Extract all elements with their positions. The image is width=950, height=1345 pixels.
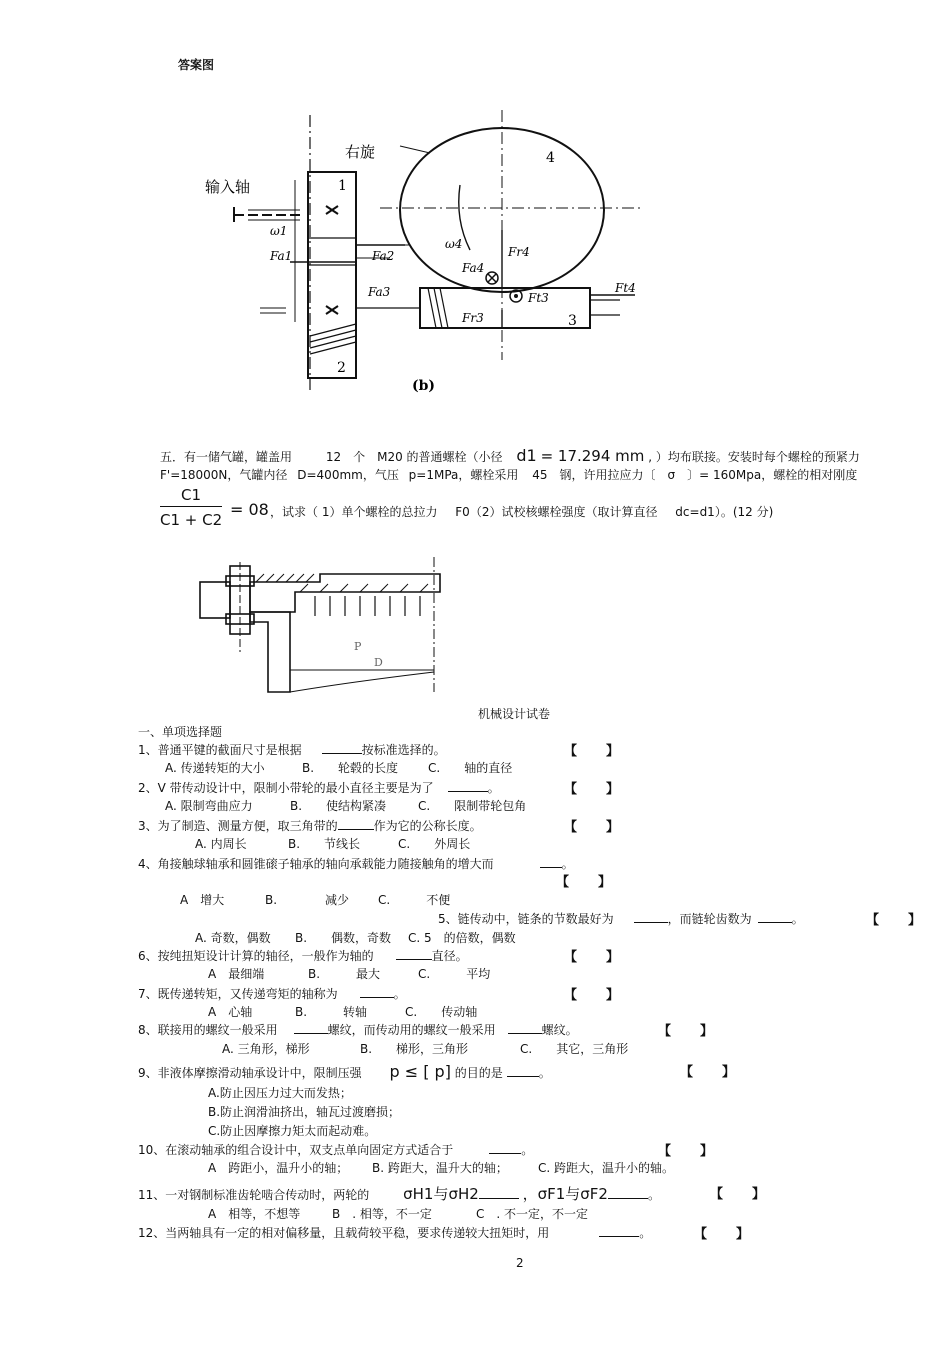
gear-worm-figure <box>190 110 690 430</box>
q5-text-3b: F0（2）试校核螺栓强度（取计算直径 <box>455 505 658 519</box>
q9-stem <box>138 1062 551 1081</box>
q3-option-a: A. 内周长 <box>195 837 247 851</box>
q11-sigma-f: ，σF1与σF2 <box>522 1185 608 1203</box>
q1-stem-text: 1、普通平键的截面尺寸是根据 <box>138 743 302 757</box>
q9-stem-tail2: 。 <box>538 1066 551 1080</box>
q8-option-a: A. 三角形，梯形 <box>222 1042 310 1056</box>
q5c-stem-tail: 。 <box>791 912 804 926</box>
omega-4-label: ω4 <box>445 237 463 251</box>
q8-answer-bracket[interactable]: 【 】 <box>658 1024 722 1039</box>
q12-stem <box>138 1224 651 1241</box>
q7-stem <box>138 985 406 1002</box>
q10-stem-text: 10、在滚动轴承的组合设计中，双支点单向固定方式适合于 <box>138 1143 454 1157</box>
fraction-value: = 08 <box>230 500 269 519</box>
q12-stem-tail: 。 <box>639 1226 652 1240</box>
q9-option-b: B.防止润滑油挤出，轴瓦过渡磨损； <box>208 1105 401 1119</box>
q6-stem-tail: 直径。 <box>431 949 468 963</box>
q9-answer-bracket[interactable]: 【 】 <box>680 1065 744 1080</box>
q8-stem-tail: 螺纹。 <box>541 1023 578 1037</box>
q5-text-2d: 45 钢，许用拉应力〔 σ 〕= 160Mpa，螺栓的相对刚度 <box>532 468 858 482</box>
diameter-label: D <box>374 656 383 669</box>
q11-stem-text: 11、一对钢制标准齿轮啮合传动时，两轮的 <box>138 1188 370 1202</box>
q10-option-c: C. 跨距大，温升小的轴。 <box>538 1161 675 1175</box>
q2-option-c: C. 限制带轮包角 <box>418 799 527 813</box>
q10-option-a: A 跨距小，温升小的轴； <box>208 1161 349 1175</box>
part-1-label: 1 <box>338 178 347 194</box>
force-fr3-label: Fr3 <box>462 311 484 325</box>
q3-stem-text: 3、为了制造、测量方便，取三角带的 <box>138 819 338 833</box>
q11-stem <box>138 1183 660 1204</box>
q2-option-a: A. 限制弯曲应力 <box>165 799 253 813</box>
q12-answer-bracket[interactable]: 【 】 <box>694 1227 758 1242</box>
q2-answer-bracket[interactable]: 【 】 <box>564 782 628 797</box>
q1-answer-bracket[interactable]: 【 】 <box>564 744 628 759</box>
q11-option-c: C . 不一定，不一定 <box>476 1207 589 1221</box>
pressure-label: P <box>354 640 362 653</box>
q11-stem-tail: 。 <box>647 1188 660 1202</box>
q1-stem-tail: 按标准选择的。 <box>361 743 446 757</box>
q6-option-c: C. 平均 <box>418 967 491 981</box>
q7-stem-text: 7、既传递转矩，又传递弯矩的轴称为 <box>138 987 338 1001</box>
section-title: 一、单项选择题 <box>138 725 223 739</box>
q10-stem <box>138 1141 533 1158</box>
q3-answer-bracket[interactable]: 【 】 <box>564 820 628 835</box>
q5-text-1a: 五．有一储气罐，罐盖用 <box>160 450 293 464</box>
q2-option-b: B. 使结构紧凑 <box>290 799 387 813</box>
q4-stem <box>138 855 574 872</box>
q1-option-b: B. 轮毂的长度 <box>302 761 399 775</box>
q7-stem-tail: 。 <box>393 987 406 1001</box>
force-ft3-label: Ft3 <box>528 291 549 305</box>
label-input-shaft: 输入轴 <box>205 178 251 196</box>
q4-stem-text: 4、角接触球轴承和圆锥磙子轴承的轴向承载能力随接触角的增大而 <box>138 857 494 871</box>
q3-option-c: C. 外周长 <box>398 837 471 851</box>
part-2-label: 2 <box>337 360 346 376</box>
label-right-hand: 右旋 <box>345 143 376 161</box>
q9-option-a: A.防止因压力过大而发热； <box>208 1086 352 1100</box>
force-ft4-label: Ft4 <box>615 281 636 295</box>
part-4-label: 4 <box>546 150 555 166</box>
q5-line2 <box>160 466 857 483</box>
q10-option-b: B. 跨距大，温升大的轴； <box>372 1161 508 1175</box>
q3-stem-tail: 作为它的公称长度。 <box>373 819 482 833</box>
force-fr4-label: Fr4 <box>508 245 530 259</box>
q11-sigma-h: σH1与σH2 <box>403 1185 479 1203</box>
q4-stem-tail: 。 <box>561 857 574 871</box>
q6-answer-bracket[interactable]: 【 】 <box>564 950 628 965</box>
q5-text-2c: p=1MPa，螺栓采用 <box>408 468 519 482</box>
q5-d1-value: = 17.294 mm <box>540 447 645 465</box>
q5-text-2b: D=400mm，气压 <box>297 468 399 482</box>
q12-stem-text: 12、当两轴具有一定的相对偏移量，且载荷较平稳，要求传递较大扭矩时，用 <box>138 1226 550 1240</box>
part-3-label: 3 <box>568 313 577 329</box>
q5c-stem-mid: ，而链轮齿数为 <box>667 912 752 926</box>
q7-option-b: B. 转轴 <box>295 1005 368 1019</box>
q2-stem-tail: 。 <box>487 781 500 795</box>
q6-stem <box>138 947 468 964</box>
q5-stiffness-fraction <box>160 486 222 529</box>
q5-text-1b: 12 个 M20 的普通螺栓（小径 <box>325 450 503 464</box>
answer-figure-label: 答案图 <box>178 58 215 72</box>
q9-formula: p ≤ [ p] <box>389 1062 451 1081</box>
q3-stem <box>138 817 482 834</box>
force-fa3-label: Fa3 <box>368 285 391 299</box>
q8-stem-text: 8、联接用的螺纹一般采用 <box>138 1023 278 1037</box>
q5-d1-symbol: d1 <box>516 446 537 465</box>
q5-text-3c: dc=d1）。(12 分) <box>675 505 774 519</box>
q5-line3 <box>270 503 773 520</box>
q7-option-a: A 心轴 <box>208 1005 253 1019</box>
q5c-stem-text: 5、链传动中，链条的节数最好为 <box>438 912 614 926</box>
q3-option-b: B. 节线长 <box>288 837 361 851</box>
q5c-option-a: A. 奇数，偶数 <box>195 931 271 945</box>
omega-1-label: ω1 <box>270 224 288 238</box>
q11-option-a: A 相等，不想等 <box>208 1207 301 1221</box>
q5c-option-b: B. 偶数，奇数 <box>295 931 392 945</box>
q10-stem-tail: 。 <box>521 1143 534 1157</box>
q6-option-b: B. 最大 <box>308 967 381 981</box>
exam-title: 机械设计试卷 <box>478 707 551 721</box>
q4-option-b: B. 减少 <box>265 893 350 907</box>
force-fa2-label: Fa2 <box>372 249 395 263</box>
q4-option-a: A 增大 <box>180 893 225 907</box>
q5c-answer-bracket[interactable]: 【 】 <box>866 913 930 928</box>
fraction-numerator: C1 <box>160 486 222 507</box>
tank-cover-figure <box>190 552 450 702</box>
q10-answer-bracket[interactable]: 【 】 <box>658 1144 722 1159</box>
q2-stem-text: 2、V 带传动设计中，限制小带轮的最小直径主要是为了 <box>138 781 434 795</box>
q9-option-c: C.防止因摩擦力矩太而起动难。 <box>208 1124 377 1138</box>
q11-answer-bracket[interactable]: 【 】 <box>710 1187 774 1202</box>
q5-text-2a: F'=18000N，气罐内径 <box>160 468 288 482</box>
q1-stem <box>138 741 446 758</box>
q7-option-c: C. 传动轴 <box>405 1005 478 1019</box>
fraction-denominator: C1 + C2 <box>160 511 223 529</box>
q9-stem-tail: 的目的是 <box>454 1066 503 1080</box>
q9-stem-text: 9、非液体摩擦滑动轴承设计中，限制压强 <box>138 1066 362 1080</box>
q1-option-a: A. 传递转矩的大小 <box>165 761 265 775</box>
q4-answer-bracket[interactable]: 【 】 <box>556 875 620 890</box>
q6-stem-text: 6、按纯扭矩设计计算的轴径，一般作为轴的 <box>138 949 374 963</box>
figure-b-caption: (b) <box>412 378 436 394</box>
q7-answer-bracket[interactable]: 【 】 <box>564 988 628 1003</box>
page-number: 2 <box>516 1256 524 1270</box>
q8-stem-mid: 螺纹，而传动用的螺纹一般采用 <box>327 1023 496 1037</box>
q8-option-b: B. 梯形，三角形 <box>360 1042 469 1056</box>
q5c-option-c: C. 5 的倍数，偶数 <box>408 931 516 945</box>
q1-option-c: C. 轴的直径 <box>428 761 513 775</box>
q2-stem <box>138 779 500 796</box>
q5-choice-stem <box>438 910 804 927</box>
q8-stem <box>138 1021 578 1038</box>
q5-text-1c: , ）均布联接。安装时每个螺栓的预紧力 <box>648 450 860 464</box>
force-fa1-label: Fa1 <box>270 249 293 263</box>
q5-text-3a: ，试求（ 1）单个螺栓的总拉力 <box>270 505 438 519</box>
force-fa4-label: Fa4 <box>462 261 485 275</box>
q8-option-c: C. 其它，三角形 <box>520 1042 629 1056</box>
q6-option-a: A 最细端 <box>208 967 265 981</box>
q11-option-b: B . 相等，不一定 <box>332 1207 432 1221</box>
q5-line1 <box>160 446 860 465</box>
q4-option-c: C. 不便 <box>378 893 451 907</box>
